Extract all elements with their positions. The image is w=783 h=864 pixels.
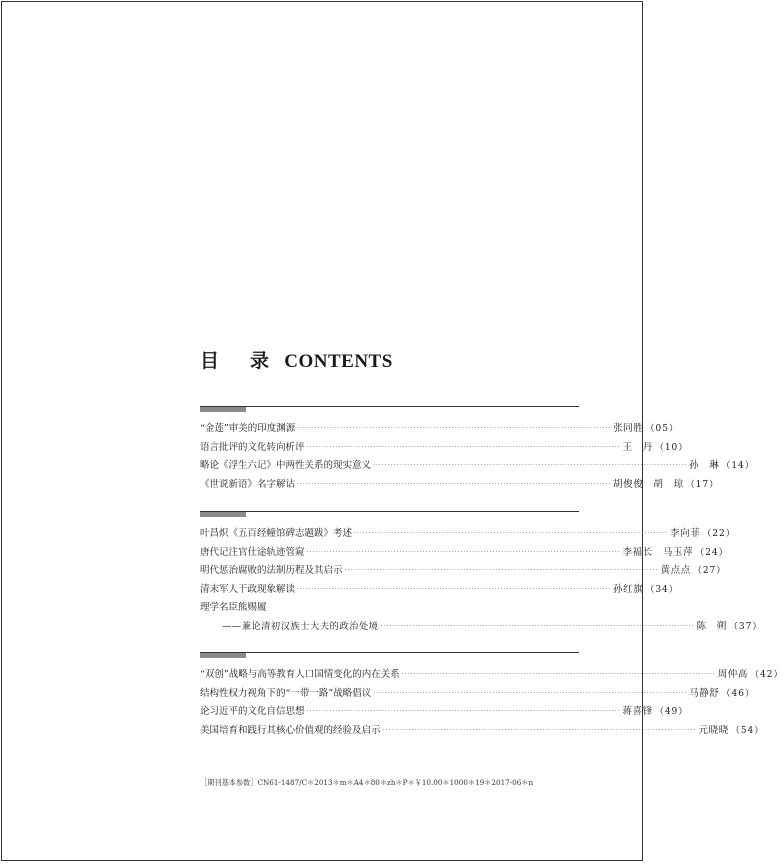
entry-title: “双创”战略与高等教育人口国情变化的内在关系 bbox=[200, 669, 400, 680]
entry-page: （49） bbox=[654, 707, 689, 717]
entry-subtitle: ——兼论清初汉族士大夫的政治处境 bbox=[222, 620, 379, 632]
dot-leader: ············································································································ bbox=[297, 585, 611, 593]
entry-title: “金莲”审美的印度渊源 bbox=[200, 423, 296, 434]
entry-title: 唐代记注官仕途轨迹管窥 bbox=[200, 546, 305, 558]
toc-section-3 bbox=[200, 652, 783, 740]
toc-entry[interactable] bbox=[200, 562, 727, 581]
dot-leader: ············································································································ bbox=[380, 622, 695, 630]
entry-author: 陈 朔 bbox=[696, 620, 727, 632]
toc-section-1 bbox=[200, 406, 755, 494]
entry-title: 略论《浮生六记》中两性关系的现实意义 bbox=[200, 460, 372, 471]
section-rule bbox=[200, 652, 579, 660]
entry-author: 蒋喜锋 bbox=[622, 706, 653, 717]
toc-entry[interactable] bbox=[200, 420, 679, 439]
entry-page: （10） bbox=[654, 442, 689, 453]
entry-author: 黄点点 bbox=[660, 565, 691, 576]
entry-title: 明代惩治腐败的法制历程及其启示 bbox=[200, 565, 343, 576]
toc-section-2 bbox=[200, 511, 763, 636]
entry-page: （46） bbox=[721, 688, 755, 699]
entry-page: （24） bbox=[695, 547, 729, 558]
entry-page: （42） bbox=[750, 670, 783, 680]
toc-entry[interactable] bbox=[200, 457, 755, 476]
entry-title: 叶昌炽《五百经幢馆碑志题跋》考述 bbox=[200, 528, 353, 539]
entry-author: 王 丹 bbox=[622, 441, 653, 453]
dot-leader: ············································································································ bbox=[373, 689, 688, 697]
title-english: CONTENTS bbox=[284, 351, 393, 372]
entry-title: 清末军人干政现象解读 bbox=[200, 583, 296, 595]
entry-title: 论习近平的文化自信思想 bbox=[200, 706, 305, 717]
toc-entry[interactable] bbox=[200, 666, 783, 685]
entry-author: 胡俊俊 胡 琼 bbox=[613, 478, 684, 490]
entry-author: 李福长 马玉萍 bbox=[622, 546, 694, 558]
entry-title: 语言批评的文化转向析评 bbox=[200, 441, 305, 453]
dot-leader: ············································································································ bbox=[306, 443, 621, 451]
entry-title: 结构性权力视角下的“一带一路”战略倡议 bbox=[200, 687, 372, 699]
entry-page: （17） bbox=[685, 479, 720, 490]
entry-author: 马静舒 bbox=[689, 687, 720, 699]
toc-entry[interactable] bbox=[200, 703, 689, 722]
entry-author: 张同胜 bbox=[613, 423, 644, 434]
journal-parameters-footer: ［期刊基本参数］CN61-1487/C＊2013＊m＊A4＊80＊zh＊P＊￥10.00＊1000＊19＊2017-06＊n bbox=[200, 778, 534, 787]
toc-entry[interactable] bbox=[200, 581, 679, 600]
toc-entry[interactable] bbox=[200, 599, 579, 618]
dot-leader: ············································································································ bbox=[297, 480, 611, 488]
title-chinese: 目 录 bbox=[200, 351, 276, 372]
toc-entry[interactable] bbox=[200, 685, 755, 704]
entry-page: （34） bbox=[645, 584, 679, 595]
entry-title: 理学名臣熊赐履 bbox=[200, 602, 267, 613]
toc-entry[interactable] bbox=[200, 544, 729, 563]
dot-leader: ············································································································ bbox=[401, 671, 716, 678]
toc-entry[interactable] bbox=[200, 525, 736, 544]
entry-page: （14） bbox=[721, 461, 755, 471]
entry-author: 李向菲 bbox=[670, 528, 701, 539]
entry-page: （22） bbox=[702, 529, 736, 539]
entry-page: （54） bbox=[730, 725, 765, 736]
toc-entry[interactable] bbox=[200, 476, 720, 495]
toc-entry[interactable] bbox=[200, 722, 765, 741]
dot-leader: ············································································································ bbox=[306, 708, 621, 715]
section-rule bbox=[200, 511, 579, 519]
dot-leader: ············································································································ bbox=[297, 425, 612, 432]
entry-author: 孙 琳 bbox=[689, 460, 720, 471]
dot-leader: ············································································································ bbox=[306, 548, 621, 556]
entry-page: （37） bbox=[728, 621, 763, 632]
entry-author: 周仲高 bbox=[717, 669, 749, 680]
entry-page: （05） bbox=[645, 424, 679, 434]
dot-leader: ············································································································ bbox=[344, 567, 659, 574]
section-rule bbox=[200, 406, 579, 414]
entry-author: 元晓晓 bbox=[698, 724, 729, 736]
entry-author: 孙红旗 bbox=[613, 583, 644, 595]
toc-entry-subtitle[interactable] bbox=[200, 618, 763, 637]
entry-page: （27） bbox=[692, 566, 727, 576]
toc-entry[interactable] bbox=[200, 439, 689, 458]
entry-title: 《世说新语》名字解诂 bbox=[200, 478, 296, 490]
page-title bbox=[200, 346, 393, 373]
entry-title: 美国培育和践行其核心价值观的经验及启示 bbox=[200, 724, 381, 736]
dot-leader: ············································································································ bbox=[354, 530, 668, 537]
dot-leader: ············································································································ bbox=[382, 726, 697, 734]
dot-leader: ············································································································ bbox=[373, 462, 687, 469]
